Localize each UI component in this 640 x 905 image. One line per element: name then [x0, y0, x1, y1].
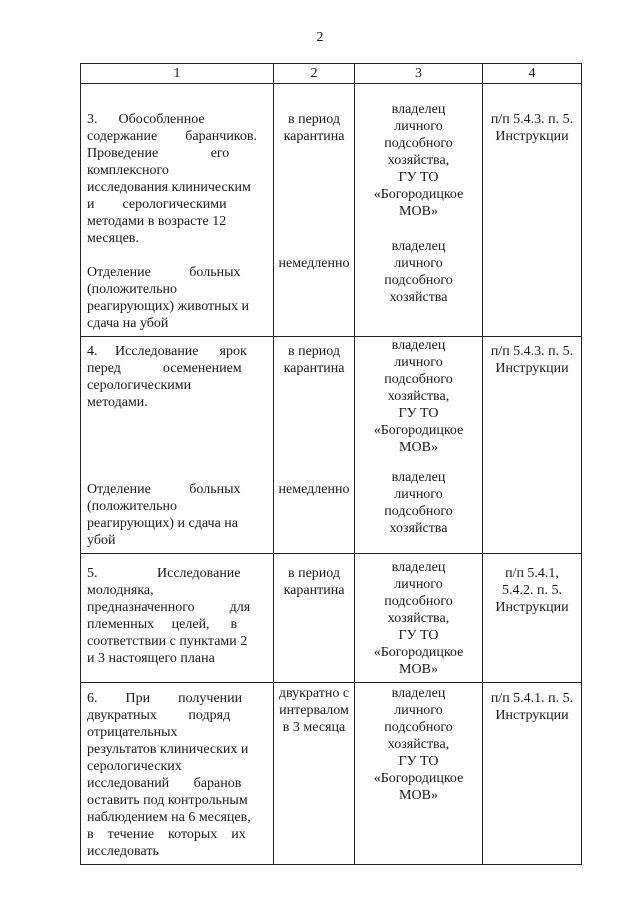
- table-row: [81, 683, 582, 865]
- text-line: подсобного: [384, 594, 453, 609]
- text-line: реагирующих) животных и: [87, 299, 250, 314]
- header-col-4: 4: [483, 64, 582, 84]
- text-line: результатов клинических и: [87, 742, 249, 757]
- text-line: двукратных подряд: [87, 708, 231, 723]
- text-line: содержание баранчиков.: [87, 129, 258, 144]
- text-line: ГУ ТО: [398, 628, 439, 643]
- text-line: хозяйства: [389, 290, 448, 305]
- text-line: п/п 5.4.3. п. 5.: [490, 112, 574, 127]
- deadline-cell: [274, 554, 355, 683]
- text-line: хозяйства,: [387, 389, 450, 404]
- text-line: п/п 5.4.1. п. 5.: [490, 691, 574, 706]
- reference-cell: [483, 84, 582, 337]
- deadline-cell: [274, 84, 355, 337]
- text-line: п/п 5.4.3. п. 5.: [490, 344, 574, 359]
- text-line: реагирующих) и сдача на: [87, 516, 238, 531]
- text-line: МОВ»: [399, 662, 438, 677]
- responsible-cell: [355, 337, 483, 554]
- deadline-cell: [274, 683, 355, 865]
- text-line: хозяйства,: [387, 153, 450, 168]
- text-line: владелец: [391, 470, 446, 485]
- text-line: немедленно: [278, 256, 350, 271]
- text-line: Инструкции: [495, 708, 569, 723]
- text-line: исследования клиническим: [87, 180, 251, 195]
- text-line: подсобного: [384, 372, 453, 387]
- measure-cell: [81, 683, 274, 865]
- text-line: владелец: [391, 102, 446, 117]
- text-line: хозяйства,: [387, 737, 450, 752]
- text-line: 5. Исследование: [87, 566, 241, 581]
- text-line: в период: [287, 112, 341, 127]
- text-line: личного: [394, 577, 443, 592]
- text-line: месяцев.: [87, 231, 139, 246]
- text-line: подсобного: [384, 720, 453, 735]
- header-col-3: 3: [355, 64, 483, 84]
- text-line: хозяйства,: [387, 611, 450, 626]
- text-line: хозяйства: [389, 521, 448, 536]
- text-line: подсобного: [384, 273, 453, 288]
- text-line: «Богородицкое: [373, 423, 464, 438]
- text-line: в течение которых их: [87, 827, 246, 842]
- text-line: «Богородицкое: [373, 771, 464, 786]
- table-header-row: [81, 64, 582, 84]
- text-line: соответствии с пунктами 2: [87, 634, 248, 649]
- text-line: Отделение больных: [87, 265, 241, 280]
- text-line: карантина: [283, 583, 345, 598]
- text-line: личного: [394, 703, 443, 718]
- text-line: сдача на убой: [87, 316, 169, 331]
- text-line: (положительно: [87, 499, 177, 514]
- text-line: 5.4.2. п. 5.: [502, 583, 562, 598]
- text-line: Инструкции: [495, 361, 569, 376]
- text-line: интервалом: [279, 703, 349, 718]
- responsible-cell: [355, 683, 483, 865]
- text-line: подсобного: [384, 504, 453, 519]
- text-line: немедленно: [278, 482, 350, 497]
- measure-cell: [81, 337, 274, 554]
- text-line: ГУ ТО: [398, 406, 439, 421]
- text-line: методами в возрасте 12: [87, 214, 227, 229]
- text-line: МОВ»: [399, 204, 438, 219]
- text-line: в 3 месяца: [282, 720, 346, 735]
- text-line: ГУ ТО: [398, 170, 439, 185]
- table-row: [81, 84, 582, 337]
- text-line: наблюдением на 6 месяцев,: [87, 810, 251, 825]
- text-line: 4. Исследование ярок: [87, 344, 247, 359]
- text-line: Проведение его: [87, 146, 230, 161]
- text-line: Инструкции: [495, 129, 569, 144]
- header-col-2: 2: [274, 64, 355, 84]
- text-line: исследований баранов: [87, 776, 242, 791]
- text-line: оставить под контрольным: [87, 793, 248, 808]
- text-line: МОВ»: [399, 788, 438, 803]
- responsible-cell: [355, 554, 483, 683]
- text-line: МОВ»: [399, 440, 438, 455]
- text-line: владелец: [391, 239, 446, 254]
- text-line: молодняка,: [87, 583, 154, 598]
- reference-cell: [483, 683, 582, 865]
- text-line: 6. При получении: [87, 691, 243, 706]
- text-line: перед осеменением: [87, 361, 242, 376]
- text-line: убой: [87, 533, 116, 548]
- text-line: методами.: [87, 395, 148, 410]
- text-line: комплексного: [87, 163, 169, 178]
- text-line: карантина: [283, 129, 345, 144]
- text-line: исследовать: [87, 844, 159, 859]
- text-line: и 3 настоящего плана: [87, 651, 215, 666]
- text-line: в период: [287, 344, 341, 359]
- text-line: «Богородицкое: [373, 187, 464, 202]
- measure-cell: [81, 554, 274, 683]
- text-line: п/п 5.4.1,: [505, 566, 559, 581]
- text-line: предназначенного для: [87, 600, 251, 615]
- reference-cell: [483, 337, 582, 554]
- page-number: 2: [316, 30, 324, 45]
- text-line: владелец: [391, 338, 446, 353]
- text-line: личного: [394, 355, 443, 370]
- text-line: серологическими: [87, 378, 192, 393]
- table-row: [81, 554, 582, 683]
- text-line: двукратно с: [278, 686, 350, 701]
- header-col-1: 1: [81, 64, 274, 84]
- text-line: подсобного: [384, 136, 453, 151]
- text-line: владелец: [391, 560, 446, 575]
- text-line: в период: [287, 566, 341, 581]
- measure-cell: [81, 84, 274, 337]
- text-line: Отделение больных: [87, 482, 241, 497]
- text-line: (положительно: [87, 282, 177, 297]
- text-line: «Богородицкое: [373, 645, 464, 660]
- reference-cell: [483, 554, 582, 683]
- text-line: ГУ ТО: [398, 754, 439, 769]
- responsible-cell: [355, 84, 483, 337]
- text-line: и серологическими: [87, 197, 227, 212]
- deadline-cell: [274, 337, 355, 554]
- text-line: серологических: [87, 759, 182, 774]
- veterinary-plan-table: [80, 63, 582, 865]
- text-line: отрицательных: [87, 725, 178, 740]
- text-line: Инструкции: [495, 600, 569, 615]
- text-line: владелец: [391, 686, 446, 701]
- text-line: личного: [394, 256, 443, 271]
- table-row: [81, 337, 582, 554]
- text-line: личного: [394, 119, 443, 134]
- text-line: личного: [394, 487, 443, 502]
- text-line: племенных целей, в: [87, 617, 238, 632]
- text-line: карантина: [283, 361, 345, 376]
- text-line: 3. Обособленное: [87, 112, 205, 127]
